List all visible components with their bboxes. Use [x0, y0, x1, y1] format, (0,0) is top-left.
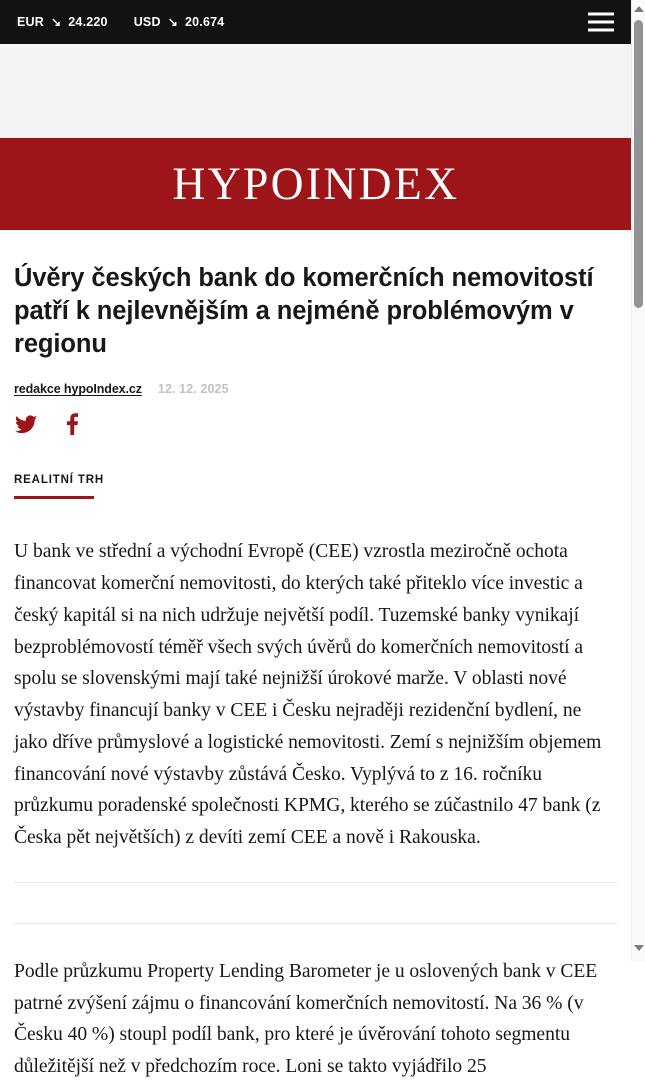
trend-down-arrow-icon: ↘ [51, 15, 62, 29]
content-divider [14, 923, 617, 924]
twitter-icon[interactable] [14, 412, 38, 436]
hamburger-bar [588, 21, 614, 24]
share-row [14, 412, 617, 436]
currency-ticker-usd[interactable] [134, 15, 225, 29]
site-brand-banner[interactable] [0, 138, 631, 230]
top-bar [0, 0, 631, 44]
currency-ticker-eur[interactable] [17, 15, 108, 29]
facebook-icon[interactable] [60, 412, 84, 436]
top-ad-slot [0, 44, 631, 138]
category-label[interactable]: REALITNÍ TRH [14, 474, 105, 487]
hamburger-menu-icon[interactable] [588, 13, 614, 32]
currency-value-eur: 24.220 [68, 15, 108, 29]
scroll-down-arrow-icon[interactable] [632, 941, 645, 955]
currency-code-eur: EUR [17, 15, 44, 29]
inline-ad-slot [14, 883, 617, 923]
currency-value-usd: 20.674 [184, 15, 225, 29]
scrollbar-thumb[interactable] [634, 20, 643, 308]
hamburger-bar [588, 29, 614, 32]
currency-ticker-group [17, 15, 224, 29]
article-author-link[interactable]: redakce hypoIndex.cz [14, 382, 142, 397]
arrow-down-glyph [634, 945, 644, 951]
article [0, 262, 631, 1083]
article-paragraph: U bank ve střední a východní Evropě (CEE) vzrostla meziročně ochota financovat komerční nemovitosti, do kterých také přiteklo více investic a český kapitál si na nich udržuje největší podíl. Tuzemské banky vynikají bezproblémovostí téměř všech svých úvěrů do komerčních nemovitostí a spolu se slovenskými mají také nejnižší úrokové marže. V oblasti nové výstavby financují banky v CEE i Česku nejraději rezidenční bydlení, ne jako dříve průmyslové a logistické nemovitosti. Zemí s nejnižším objemem financování nové výstavby zůstává Česko. Vyplývá to z 16. ročníku průzkumu poradenské společnosti KPMG, kterého se zúčastnilo 47 bank (z Česka pět největších) z devíti zemí CEE a nově i Rakouska. [14, 541, 602, 849]
article-headline: Úvěry českých bank do komerčních nemovitostí patří k nejlevnějším a nejméně problémovým v regionu [14, 264, 594, 359]
article-date: 12. 12. 2025 [157, 382, 229, 397]
article-meta [14, 382, 617, 396]
page-scrollbar[interactable] [631, 0, 645, 961]
scroll-up-arrow-icon[interactable] [632, 2, 645, 16]
arrow-up-glyph [634, 6, 644, 12]
trend-down-arrow-icon: ↘ [167, 15, 178, 29]
hamburger-bar [588, 13, 614, 16]
currency-code-usd: USD [133, 15, 161, 29]
article-category [14, 470, 617, 499]
category-underline [14, 496, 94, 499]
site-logo[interactable]: HYPOINDEX [172, 157, 459, 210]
article-paragraph: Podle průzkumu Property Lending Barometer je u oslovených bank v CEE patrné zvýšení zájmu o financování komerčních nemovitostí. Na 36 % (v Česku 40 %) stoupl podíl bank, pro které je úvěrování tohoto segmentu důležitější než v předchozím roce. Loni se takto vyjádřilo 25 [14, 960, 598, 1077]
